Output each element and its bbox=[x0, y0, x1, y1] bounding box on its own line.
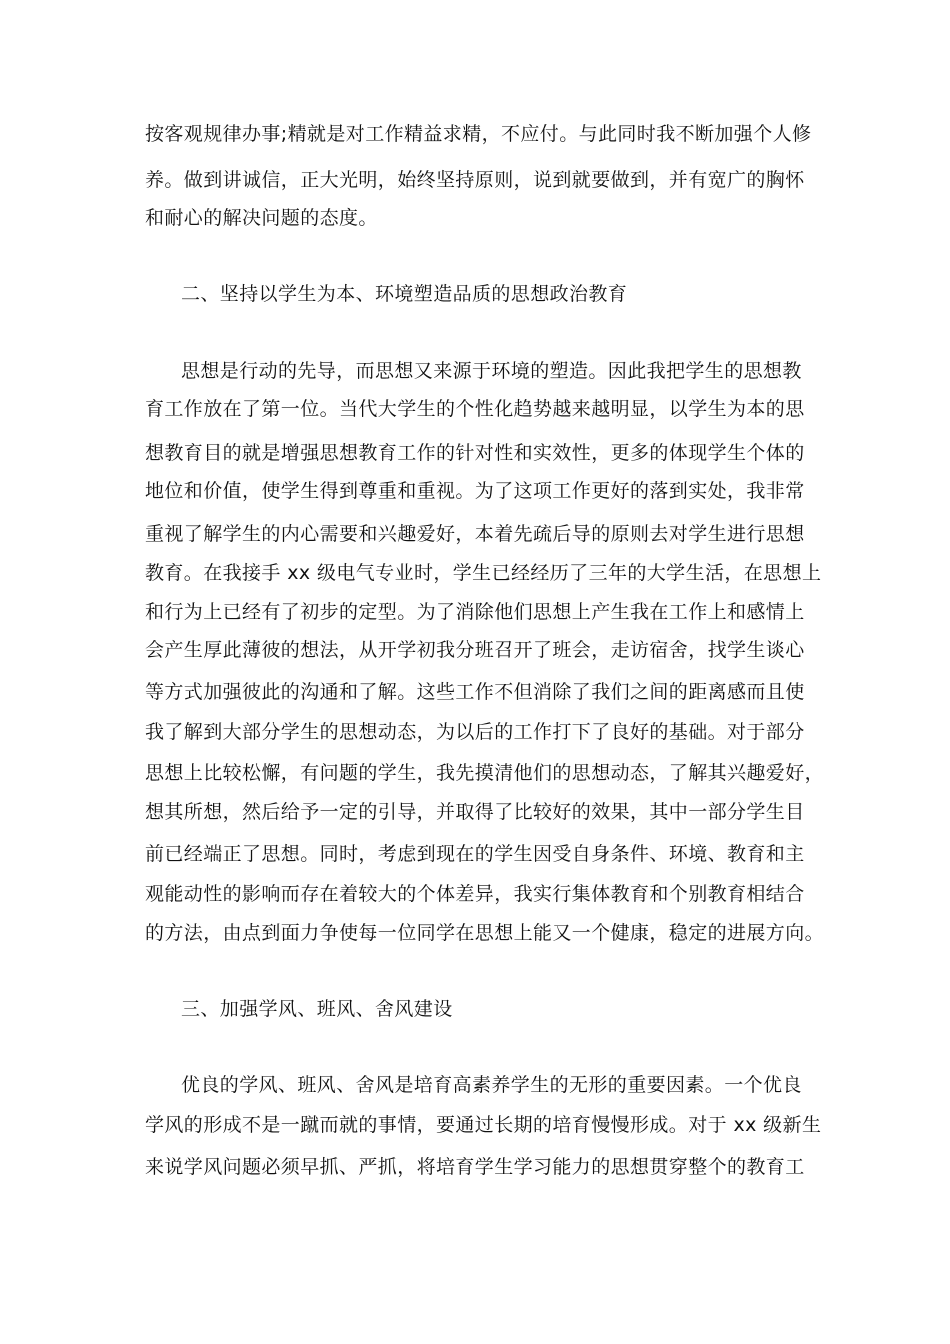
body-text-line: 学风的形成不是一蹴而就的事情，要通过长期的培育慢慢形成。对于 xx 级新生 bbox=[145, 1114, 822, 1136]
body-text-line: 思想是行动的先导，而思想又来源于环境的塑造。因此我把学生的思想教 bbox=[181, 360, 802, 382]
body-text-line: 养。做到讲诚信，正大光明，始终坚持原则，说到就要做到，并有宽广的胸怀 bbox=[145, 169, 805, 191]
body-text-line: 按客观规律办事;精就是对工作精益求精，不应付。与此同时我不断加强个人修 bbox=[145, 123, 812, 145]
section-heading: 三、加强学风、班风、舍风建设 bbox=[181, 998, 453, 1020]
body-text-line: 优良的学风、班风、舍风是培育高素养学生的无形的重要因素。一个优良 bbox=[181, 1074, 802, 1096]
body-text-line: 地位和价值，使学生得到尊重和重视。为了这项工作更好的落到实处，我非常 bbox=[145, 480, 805, 502]
body-text-line: 前已经端正了思想。同时，考虑到现在的学生因受自身条件、环境、教育和主 bbox=[145, 843, 805, 865]
body-text-line: 观能动性的影响而存在着较大的个体差异，我实行集体教育和个别教育相结合 bbox=[145, 883, 805, 905]
body-text-line: 的方法，由点到面力争使每一位同学在思想上能又一个健康，稳定的进展方向。 bbox=[145, 922, 825, 944]
body-text-line: 和耐心的解决问题的态度。 bbox=[145, 207, 378, 229]
body-text-line: 会产生厚此薄彼的想法，从开学初我分班召开了班会，走访宿舍，找学生谈心 bbox=[145, 639, 805, 661]
body-text-line: 育工作放在了第一位。当代大学生的个性化趋势越来越明显，以学生为本的思 bbox=[145, 398, 805, 420]
body-text-line: 思想上比较松懈，有问题的学生，我先摸清他们的思想动态，了解其兴趣爱好， bbox=[145, 762, 825, 784]
body-text-line: 等方式加强彼此的沟通和了解。这些工作不但消除了我们之间的距离感而且使 bbox=[145, 681, 805, 703]
body-text-line: 我了解到大部分学生的思想动态，为以后的工作打下了良好的基础。对于部分 bbox=[145, 721, 805, 743]
body-text-line: 教育。在我接手 xx 级电气专业时，学生已经经历了三年的大学生活，在思想上 bbox=[145, 562, 822, 584]
body-text-line: 来说学风问题必须早抓、严抓，将培育学生学习能力的思想贯穿整个的教育工 bbox=[145, 1156, 805, 1178]
body-text-line: 想教育目的就是增强思想教育工作的针对性和实效性，更多的体现学生个体的 bbox=[145, 442, 805, 464]
body-text-line: 和行为上已经有了初步的定型。为了消除他们思想上产生我在工作上和感情上 bbox=[145, 601, 805, 623]
body-text-line: 重视了解学生的内心需要和兴趣爱好，本着先疏后导的原则去对学生进行思想 bbox=[145, 523, 805, 545]
body-text-line: 想其所想，然后给予一定的引导，并取得了比较好的效果，其中一部分学生目 bbox=[145, 801, 805, 823]
section-heading: 二、坚持以学生为本、环境塑造品质的思想政治教育 bbox=[181, 283, 628, 305]
